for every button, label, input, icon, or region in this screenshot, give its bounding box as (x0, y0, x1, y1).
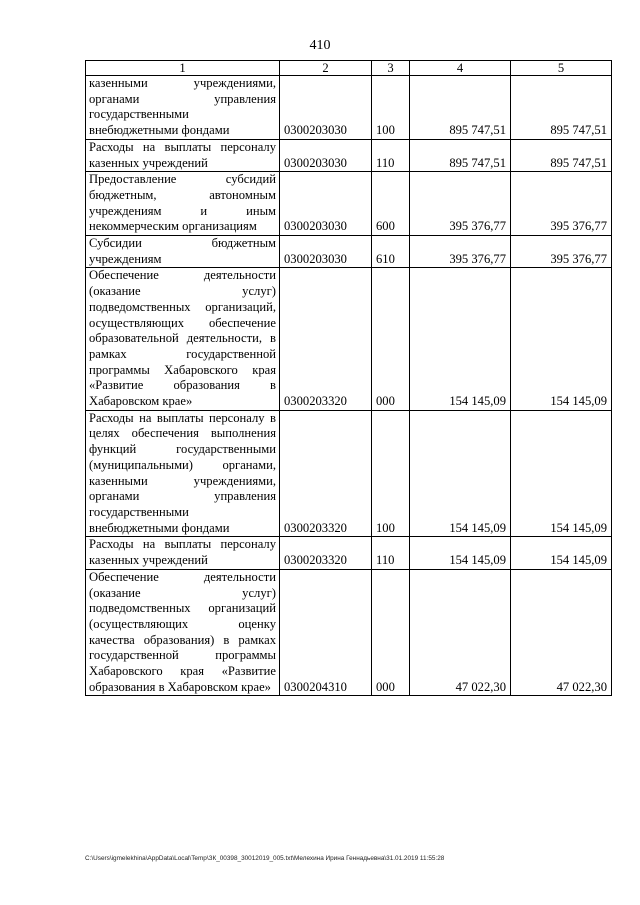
row-amount-2: 895 747,51 (511, 139, 612, 171)
row-description: Предоставление субсидий бюджетным, автономным учреждениям и иным некоммерческим организациям (86, 172, 280, 236)
row-expense-type: 610 (372, 236, 410, 268)
row-description: Расходы на выплаты персоналу в целях обеспечения выполнения функций государственными (муниципальными) органами, казенными учреждениями, органами управления государственными внебюджетными фондами (86, 410, 280, 537)
row-amount-1: 154 145,09 (410, 537, 511, 569)
table-row (86, 76, 612, 140)
table-row (86, 139, 612, 171)
budget-table (85, 60, 612, 696)
header-col-5: 5 (511, 61, 612, 76)
table-row (86, 537, 612, 569)
row-description: казенными учреждениями, органами управления государственными внебюджетными фондами (86, 76, 280, 140)
row-expense-type: 600 (372, 172, 410, 236)
row-amount-2: 895 747,51 (511, 76, 612, 140)
row-expense-type: 000 (372, 569, 410, 696)
row-amount-1: 395 376,77 (410, 172, 511, 236)
row-target-code: 0300203030 (280, 172, 372, 236)
row-target-code: 0300203030 (280, 139, 372, 171)
row-target-code: 0300203320 (280, 268, 372, 410)
table-row (86, 410, 612, 537)
table-row (86, 236, 612, 268)
header-col-2: 2 (280, 61, 372, 76)
row-amount-1: 895 747,51 (410, 139, 511, 171)
table-header-row (86, 61, 612, 76)
row-amount-2: 395 376,77 (511, 172, 612, 236)
table-row (86, 172, 612, 236)
row-amount-2: 47 022,30 (511, 569, 612, 696)
header-col-3: 3 (372, 61, 410, 76)
row-amount-1: 154 145,09 (410, 410, 511, 537)
row-target-code: 0300203320 (280, 410, 372, 537)
header-col-4: 4 (410, 61, 511, 76)
row-target-code: 0300203320 (280, 537, 372, 569)
row-expense-type: 110 (372, 139, 410, 171)
header-col-1: 1 (86, 61, 280, 76)
row-amount-2: 395 376,77 (511, 236, 612, 268)
row-description: Расходы на выплаты персоналу казенных учреждений (86, 139, 280, 171)
row-amount-2: 154 145,09 (511, 410, 612, 537)
row-amount-1: 154 145,09 (410, 268, 511, 410)
row-target-code: 0300203030 (280, 76, 372, 140)
row-amount-2: 154 145,09 (511, 268, 612, 410)
row-description: Субсидии бюджетным учреждениям (86, 236, 280, 268)
row-target-code: 0300203030 (280, 236, 372, 268)
table-row (86, 268, 612, 410)
row-expense-type: 000 (372, 268, 410, 410)
row-amount-1: 895 747,51 (410, 76, 511, 140)
row-description: Обеспечение деятельности (оказание услуг) подведомственных организаций (осуществляющих оценку качества образования) в рамках государственной программы Хабаровского края «Развитие образования в Хабаровском крае» (86, 569, 280, 696)
row-expense-type: 100 (372, 76, 410, 140)
row-amount-2: 154 145,09 (511, 537, 612, 569)
row-description: Расходы на выплаты персоналу казенных учреждений (86, 537, 280, 569)
document-footer-path: C:\Users\igmelekhina\AppData\Local\Temp\ЗК_00398_30012019_005.txt\Мелехина Ирина Геннадьевна\31.01.2019 11:55:28 (85, 855, 445, 862)
row-target-code: 0300204310 (280, 569, 372, 696)
row-expense-type: 100 (372, 410, 410, 537)
page-number: 410 (309, 38, 331, 53)
row-expense-type: 110 (372, 537, 410, 569)
row-description: Обеспечение деятельности (оказание услуг) подведомственных организаций, осуществляющих обеспечение образовательной деятельности, в рамках государственной программы Хабаровского края «Развитие образования в Хабаровском крае» (86, 268, 280, 410)
table-row (86, 569, 612, 696)
row-amount-1: 395 376,77 (410, 236, 511, 268)
row-amount-1: 47 022,30 (410, 569, 511, 696)
